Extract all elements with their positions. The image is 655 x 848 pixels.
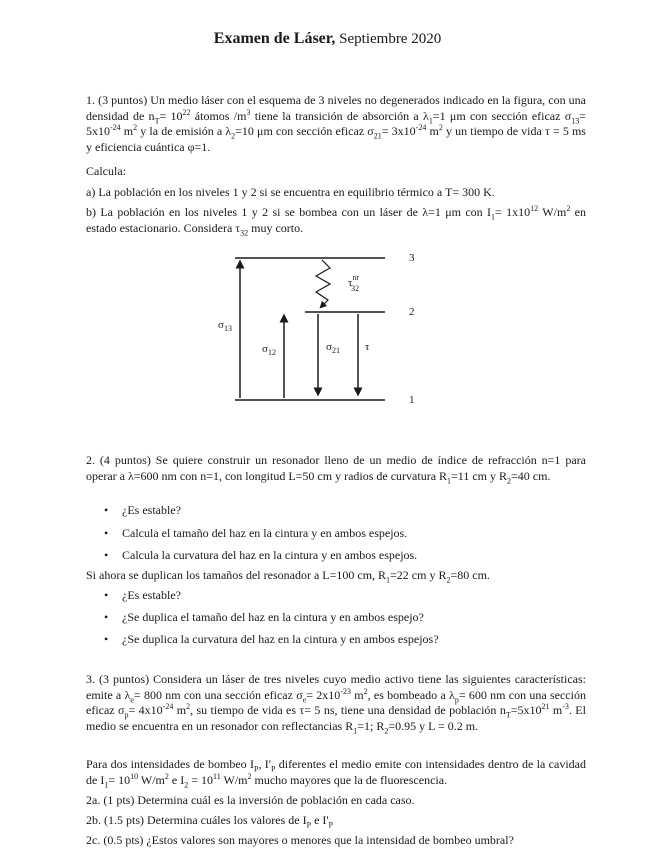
tau-label: τ: [365, 341, 370, 353]
q2-bullet-3: • Calcula la curvatura del haz en la cintura y en ambos espejos.: [104, 548, 418, 562]
q1-part-b: b) La población en los niveles 1 y 2 si se bombea con un láser de λ=1 μm con $I_1= 1x10^{12}$ $W/m^2$ en estado estacionario. Considera $\tau_{32}$ muy corto.: [86, 204, 586, 237]
level-2-label: 2: [409, 306, 415, 318]
sigma12-label: $\sigma_{12}$: [262, 343, 276, 357]
q1-intro: 1. (3 puntos) Un medio láser con el esquema de 3 niveles no degenerados indicado en la figura, con una densidad de $n_T= 10^{22}$ átomos $/m^3$ tiene la transición de absorción a $\lambda_1=1$ μm con sección eficaz $\sigma_{13}= 5x10^{-24}$ $m^2$ y la de emisión a $\lambda_2=10$ μm con sección eficaz $\sigma_{21}= 3x10^{-24}$ $m^2$ y un tiempo de vida τ = 5 ms y eficiencia cuántica φ=1.: [86, 93, 586, 154]
q3-intro: 3. (3 puntos) Considera un láser de tres niveles cuyo medio activo tiene las siguientes características: emite a $\lambda_e= 800$ nm con una sección eficaz $\sigma_e= 2x10^{-23}$ $m^2$, es bombeado a $\lambda_p= 600$ nm con una sección eficaz $\sigma_p= 4x10^{-24}$ $m^2$, su tiempo de vida es τ= 5 ns, tiene una densidad de población $n_T=5x10^{21}$ $m^{-3}$. El medio se encuentra en un resonador con reflectancias $R_1=1$; $R_2=0.95$ y L = 0.2 m.: [86, 672, 586, 735]
q2-bullet-2: • Calcula el tamaño del haz en la cintura y en ambos espejos.: [104, 526, 408, 540]
sigma13-label: $\sigma_{13}$: [218, 319, 232, 333]
sigma21-label: $\sigma_{21}$: [326, 341, 340, 355]
q2-bullet-4: • ¿Es estable?: [104, 588, 181, 602]
q1-calcula: Calcula:: [86, 164, 126, 178]
q3-part-2c: 2c. (0.5 pts) ¿Estos valores son mayores o menores que la intensidad de bombeo umbral?: [86, 833, 514, 847]
title-main: Examen de Láser,: [213, 30, 336, 47]
q2-duplicate: Si ahora se duplican los tamaños del resonador a L=100 cm, $R_1=22$ cm y $R_2=80$ cm.: [86, 568, 490, 585]
level-3-label: 3: [409, 252, 415, 264]
title-date: Septiembre 2020: [339, 31, 442, 47]
tau32-label: $\tau^{nr}$ 32: [348, 273, 360, 293]
page-title: [0, 30, 655, 48]
level-1-label: 1: [409, 394, 415, 406]
q2-bullet-6: • ¿Se duplica la curvatura del haz en la cintura y en ambos espejos?: [104, 632, 439, 646]
q1-part-a: a) La población en los niveles 1 y 2 si se encuentra en equilibrio térmico a T= 300 K.: [86, 185, 495, 199]
q3-part-2a: 2a. (1 pts) Determina cuál es la inversión de población en cada caso.: [86, 793, 415, 807]
nonradiative-decay-arrow: [316, 260, 330, 306]
q2-intro: 2. (4 puntos) Se quiere construir un resonador lleno de un medio de índice de refracción n=1 para operar a λ=600 nm con n=1, con longitud L=50 cm y radios de curvatura $R_1=11$ cm y $R_2=40$ cm.: [86, 453, 586, 485]
energy-level-diagram: [210, 246, 430, 416]
q2-bullet-5: • ¿Se duplica el tamaño del haz en la cintura y en ambos espejo?: [104, 610, 424, 624]
q3-para2: Para dos intensidades de bombeo $I_P$, $I'_P$ diferentes el medio emite con intensidades dentro de la cavidad de $I_1= 10^{10}$ $W/m^2$ e $I_2 = 10^{11}$ $W/m^2$ mucho mayores que la de fluorescencia.: [86, 757, 586, 789]
q3-part-2b: 2b. (1.5 pts) Determina cuáles los valores de $I_P$ e $I'_P$: [86, 813, 333, 830]
q2-bullet-1: • ¿Es estable?: [104, 503, 181, 517]
